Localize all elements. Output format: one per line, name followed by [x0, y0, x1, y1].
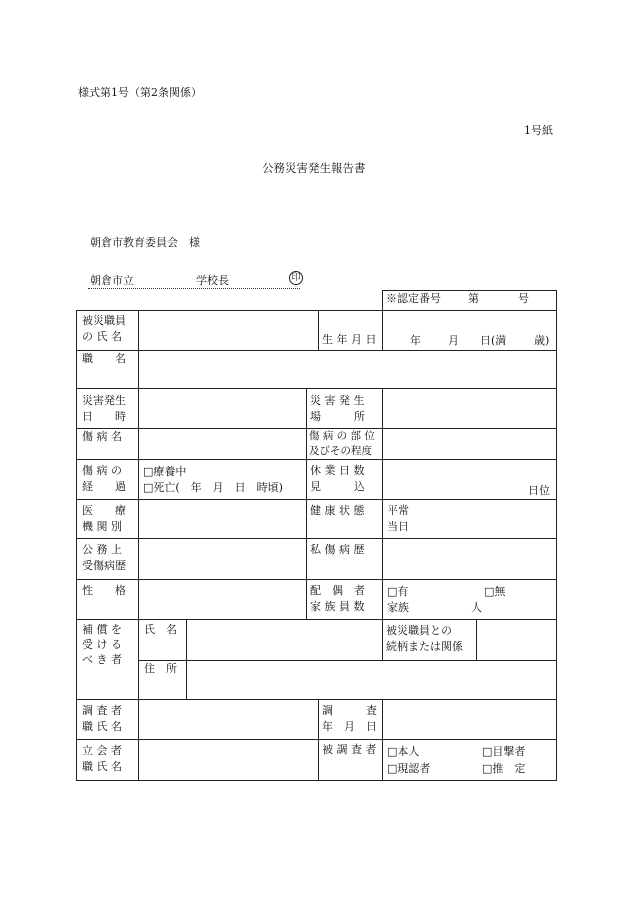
comp-address-field[interactable] [187, 661, 555, 698]
interviewee-presumed-checkbox[interactable]: □推 定 [482, 762, 526, 775]
private-injury-history-field[interactable] [383, 539, 555, 578]
occurrence-time-field[interactable] [139, 389, 305, 427]
official-injury-history-field[interactable] [139, 539, 305, 578]
private-injury-history-label: 私 傷 病 歴 [310, 543, 365, 556]
birthdate-day: 日(満 [480, 334, 507, 347]
cert-dai: 第 [468, 292, 479, 305]
injury-name-field[interactable] [139, 429, 305, 458]
investigator-label: 調 査 者 職 氏 名 [82, 704, 122, 733]
victim-name-field[interactable] [139, 311, 317, 349]
interviewee-discoverer-checkbox[interactable]: □現認者 [387, 762, 431, 775]
school-prefix: 朝倉市立 [90, 274, 134, 287]
injury-course-label: 傷 病 の 経 過 [82, 464, 126, 493]
treatment-checkbox[interactable]: □療養中 [143, 465, 187, 478]
school-name-field[interactable] [88, 288, 300, 289]
injury-site-field[interactable] [383, 429, 555, 458]
health-values: 平常 当日 [387, 504, 409, 533]
cert-number-label: ※認定番号 [386, 292, 441, 305]
occurrence-place-label: 災 害 発 生 場 所 [310, 394, 365, 423]
relation-label: 被災職員との 続柄または関係 [386, 624, 463, 653]
seal-icon: 印 [289, 271, 303, 285]
personality-label: 性 格 [82, 584, 126, 597]
birthdate-age: 歳) [534, 334, 550, 347]
death-checkbox[interactable]: □死亡( 年 月 日 時頃) [143, 481, 283, 494]
recipient: 朝倉市教育委員会 様 [90, 236, 200, 249]
investigator-field[interactable] [139, 700, 317, 738]
spouse-label: 配 偶 者 家 族 員 数 [310, 584, 365, 613]
injury-name-label: 傷 病 名 [82, 430, 122, 443]
spouse-yes-checkbox[interactable]: □有 [387, 585, 409, 598]
compensation-label: 補 償 を 受 け る べ き 者 [82, 623, 122, 666]
position-field[interactable] [139, 351, 555, 387]
injury-site-label: 傷 病 の 部 位 及びその程度 [309, 430, 375, 457]
medical-institution-label: 医 療 機 関 別 [82, 504, 126, 533]
victim-name-label: 被災職員 の 氏 名 [82, 314, 126, 343]
leave-days-field[interactable] [383, 460, 523, 498]
witness-field[interactable] [139, 740, 317, 779]
birthdate-month: 月 [448, 334, 459, 347]
interviewee-self-checkbox[interactable]: □本人 [387, 745, 420, 758]
birthdate-label: 生 年 月 日 [322, 333, 377, 346]
sheet-label: 1号紙 [524, 124, 553, 137]
health-status-label: 健 康 状 態 [310, 504, 365, 517]
witness-label: 立 会 者 職 氏 名 [82, 744, 122, 773]
occurrence-place-field[interactable] [383, 389, 555, 427]
document-title: 公務災害発生報告書 [262, 161, 366, 175]
days-unit: 日位 [528, 484, 550, 497]
family-label: 家族 [387, 601, 409, 614]
comp-address-label: 住 所 [144, 662, 177, 675]
investigation-date-label: 調 査 年 月 日 [322, 704, 377, 733]
position-label: 職 名 [82, 352, 126, 365]
spouse-no-checkbox[interactable]: □無 [484, 585, 506, 598]
comp-name-label: 氏 名 [144, 623, 177, 636]
form-number: 様式第1号（第2条関係） [78, 86, 202, 99]
interviewee-eyewitness-checkbox[interactable]: □目撃者 [482, 745, 526, 758]
leave-days-label: 休 業 日 数 見 込 [310, 464, 365, 493]
relation-field[interactable] [477, 620, 555, 659]
cert-go: 号 [518, 292, 529, 305]
birthdate-year: 年 [410, 334, 421, 347]
investigation-date-field[interactable] [383, 700, 555, 738]
comp-name-field[interactable] [187, 620, 381, 659]
persons-unit: 人 [471, 601, 482, 614]
official-injury-history-label: 公 務 上 受傷病歴 [82, 543, 126, 572]
medical-institution-field[interactable] [139, 500, 305, 537]
personality-field[interactable] [139, 580, 305, 618]
occurrence-time-label: 災害発生 日 時 [82, 394, 126, 423]
principal-label: 学校長 [196, 274, 229, 287]
interviewee-label: 被 調 査 者 [322, 743, 377, 756]
